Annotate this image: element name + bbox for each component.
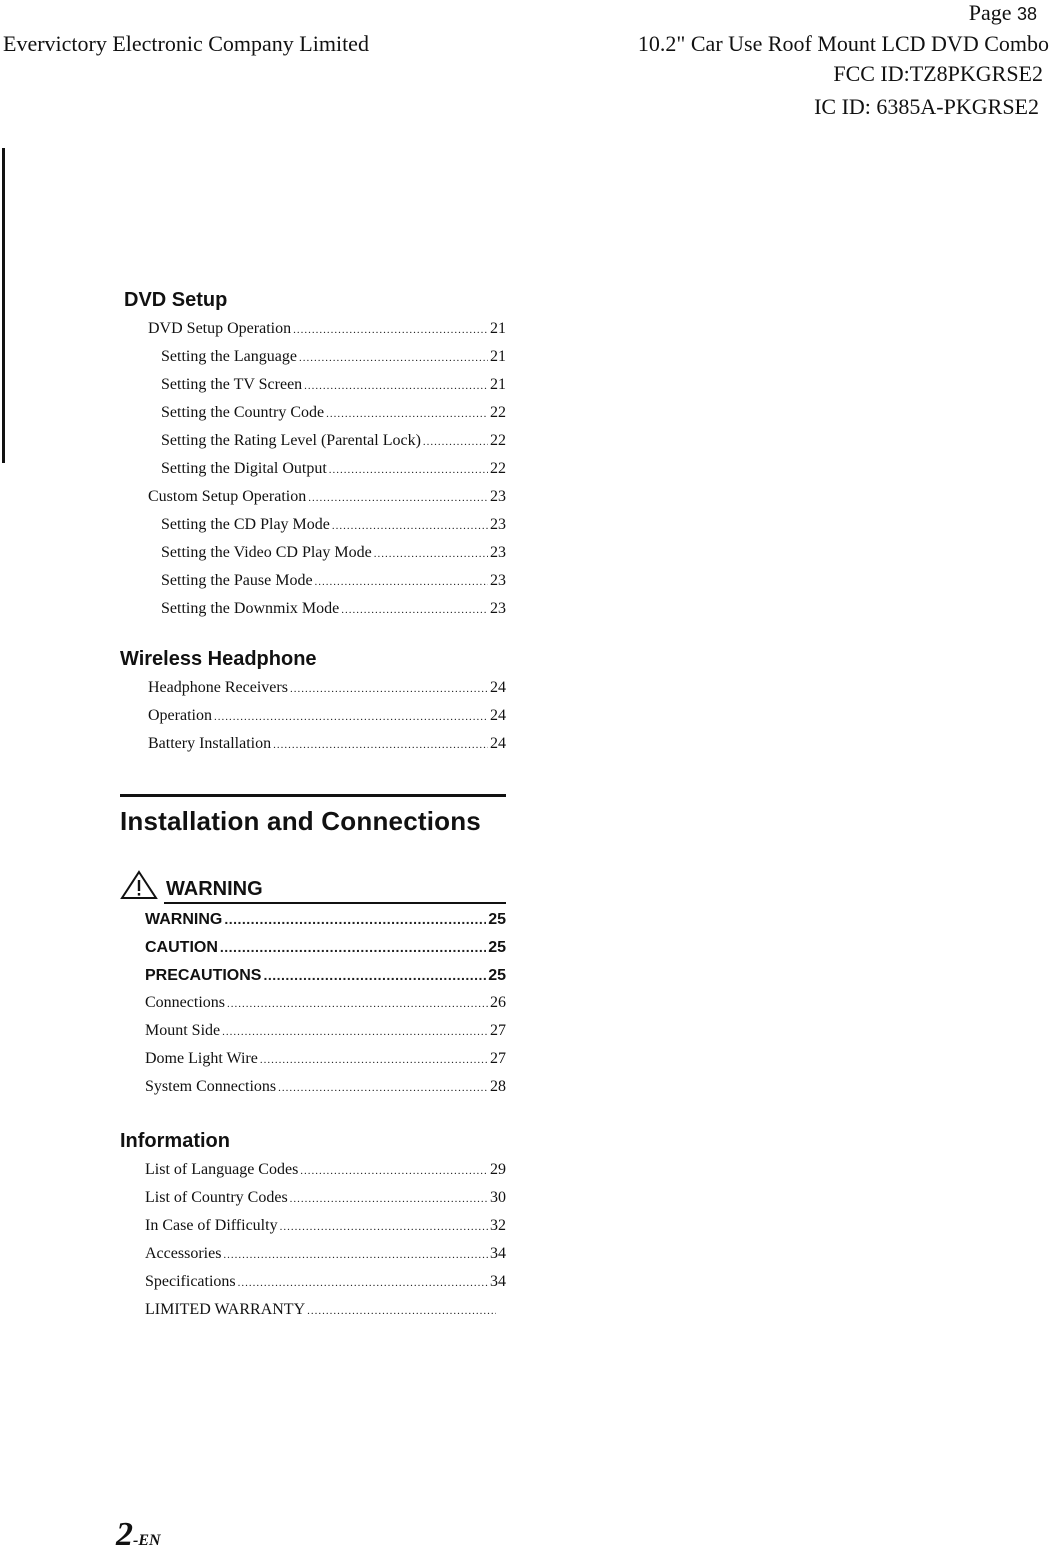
toc-entry[interactable] [120,595,506,623]
toc-entry[interactable] [120,1212,506,1240]
toc-entry-text: Setting the CD Play Mode [161,516,330,533]
toc-entry-text: Setting the Language [161,348,297,365]
toc-entry-text: Mount Side [145,1022,221,1039]
toc-entry-text: List of Language Codes [145,1161,299,1178]
product-name: 10.2" Car Use Roof Mount LCD DVD Combo [637,31,1049,56]
toc-entry-page: 22 [490,404,506,421]
toc-entry-text: DVD Setup Operation [148,320,292,337]
toc-entry-page: 23 [490,600,506,617]
toc-entry[interactable] [120,730,506,758]
leader-dots [273,731,488,759]
toc-entry-page: 23 [490,516,506,533]
toc-entry-page: 32 [490,1217,506,1234]
company-name: Evervictory Electronic Company Limited [3,31,369,56]
toc-entry[interactable] [120,1156,506,1184]
toc-entry[interactable] [120,483,506,511]
toc-entry[interactable] [120,511,506,539]
ic-id: IC ID: 6385A-PKGRSE2 [814,94,1039,119]
toc-entry-text: Operation [148,707,212,724]
toc-entry-text: Setting the Rating Level (Parental Lock) [161,432,421,449]
section-title: Wireless Headphone [120,648,317,670]
toc-entry[interactable] [120,702,506,730]
toc-entry-page: 21 [490,376,506,393]
toc-entry-page: 22 [490,460,506,477]
toc-entry-page: 29 [490,1161,506,1178]
leader-dots [293,316,488,344]
leader-dots [263,961,486,989]
toc-entry-text: Specifications [145,1273,236,1290]
toc-entry-text: CAUTION [145,939,218,956]
toc-entry[interactable] [120,1045,506,1073]
leader-dots [332,512,488,540]
toc-entry-text: Setting the Pause Mode [161,572,313,589]
leader-dots [220,933,486,961]
page-number: 38 [1016,4,1037,24]
toc-entry[interactable] [120,315,506,343]
leader-dots [290,675,488,703]
toc-entry-page: 21 [490,348,506,365]
toc-entry-page: 24 [490,707,506,724]
margin-bar [2,148,5,463]
toc-entry[interactable] [120,539,506,567]
toc-entry-text: LIMITED WARRANTY [145,1301,306,1318]
toc-entry-text: List of Country Codes [145,1189,288,1206]
leader-dots [224,905,486,933]
table-of-contents [120,286,506,1324]
toc-entry-text: WARNING [145,911,223,928]
section-title: Information [120,1130,230,1152]
toc-entry-page: 27 [490,1022,506,1039]
warning-triangle-icon [120,870,158,900]
toc-entry-page: 23 [490,572,506,589]
toc-entry-page: 21 [490,320,506,337]
toc-entry-text: Setting the TV Screen [161,376,303,393]
leader-dots [307,1297,496,1325]
toc-entry[interactable] [120,905,506,933]
toc-entry-text: In Case of Difficulty [145,1217,278,1234]
toc-entry-text: System Connections [145,1078,277,1095]
leader-dots [222,1018,488,1046]
toc-entry[interactable] [120,399,506,427]
leader-dots [238,1269,488,1297]
toc-entry-page: 28 [490,1078,506,1095]
section-dvd-setup [120,286,506,623]
leader-dots [308,484,488,512]
leader-dots [260,1046,488,1074]
toc-entry[interactable] [120,343,506,371]
toc-entry-text: Accessories [145,1245,222,1262]
toc-entry-text: Setting the Country Code [161,404,325,421]
toc-entry-text: Setting the Downmix Mode [161,600,340,617]
page-label: Page [968,0,1012,25]
toc-entry-page: 25 [488,939,506,956]
toc-entry-text: Battery Installation [148,735,272,752]
toc-entry-page: 22 [490,432,506,449]
toc-entry-text: Dome Light Wire [145,1050,258,1067]
leader-dots [315,568,488,596]
warning-rule [164,902,506,904]
leader-dots [374,540,488,568]
toc-entry-page: 30 [490,1189,506,1206]
toc-entry-page: 34 [490,1273,506,1290]
toc-entry-page: 24 [490,679,506,696]
toc-entry-page: 27 [490,1050,506,1067]
toc-entry-page: 23 [490,488,506,505]
warning-heading [120,870,506,900]
toc-entry[interactable] [120,371,506,399]
leader-dots [341,596,488,624]
toc-entry-page: 34 [490,1245,506,1262]
toc-entry-text: Custom Setup Operation [148,488,307,505]
leader-dots [223,1241,488,1269]
toc-entry-page: 25 [488,967,506,984]
section-rule [120,794,506,797]
footer-page-number [116,1516,161,1554]
section-title: Installation and Connections [120,806,481,836]
toc-entry-page: 26 [490,994,506,1011]
toc-entry[interactable] [120,1017,506,1045]
leader-dots [326,400,488,428]
toc-entry[interactable] [120,961,506,989]
fcc-id: FCC ID:TZ8PKGRSE2 [833,61,1043,86]
toc-entry[interactable] [120,1184,506,1212]
warning-title: WARNING [166,878,263,900]
section-wireless-headphone [120,645,506,758]
toc-entry[interactable] [120,989,506,1017]
leader-dots [329,456,488,484]
toc-entry[interactable] [120,427,506,455]
leader-dots [304,372,488,400]
toc-entry[interactable] [120,933,506,961]
toc-entry-text: Setting the Digital Output [161,460,327,477]
footer-number: 2 [116,1516,133,1553]
toc-entry[interactable] [120,455,506,483]
leader-dots [299,344,488,372]
leader-dots [290,1185,488,1213]
section-title: DVD Setup [124,289,228,311]
leader-dots [300,1157,488,1185]
toc-entry-page: 23 [490,544,506,561]
toc-entry[interactable] [120,1240,506,1268]
toc-entry[interactable] [120,674,506,702]
leader-dots [423,428,488,456]
toc-entry-text: Headphone Receivers [148,679,288,696]
section-information [120,1127,506,1324]
page-number-label [969,0,1037,27]
toc-entry-page: 24 [490,735,506,752]
toc-entry-text: Setting the Video CD Play Mode [161,544,372,561]
leader-dots [227,990,488,1018]
footer-suffix: -EN [133,1532,161,1549]
leader-dots [278,1074,488,1102]
toc-entry[interactable] [120,1073,506,1101]
toc-entry[interactable] [120,1296,506,1324]
leader-dots [214,703,488,731]
leader-dots [280,1213,488,1241]
toc-entry[interactable] [120,1268,506,1296]
section-installation [120,794,506,1101]
toc-entry[interactable] [120,567,506,595]
toc-entry-text: Connections [145,994,225,1011]
toc-entry-text: PRECAUTIONS [145,967,262,984]
toc-entry-page: 25 [488,911,506,928]
